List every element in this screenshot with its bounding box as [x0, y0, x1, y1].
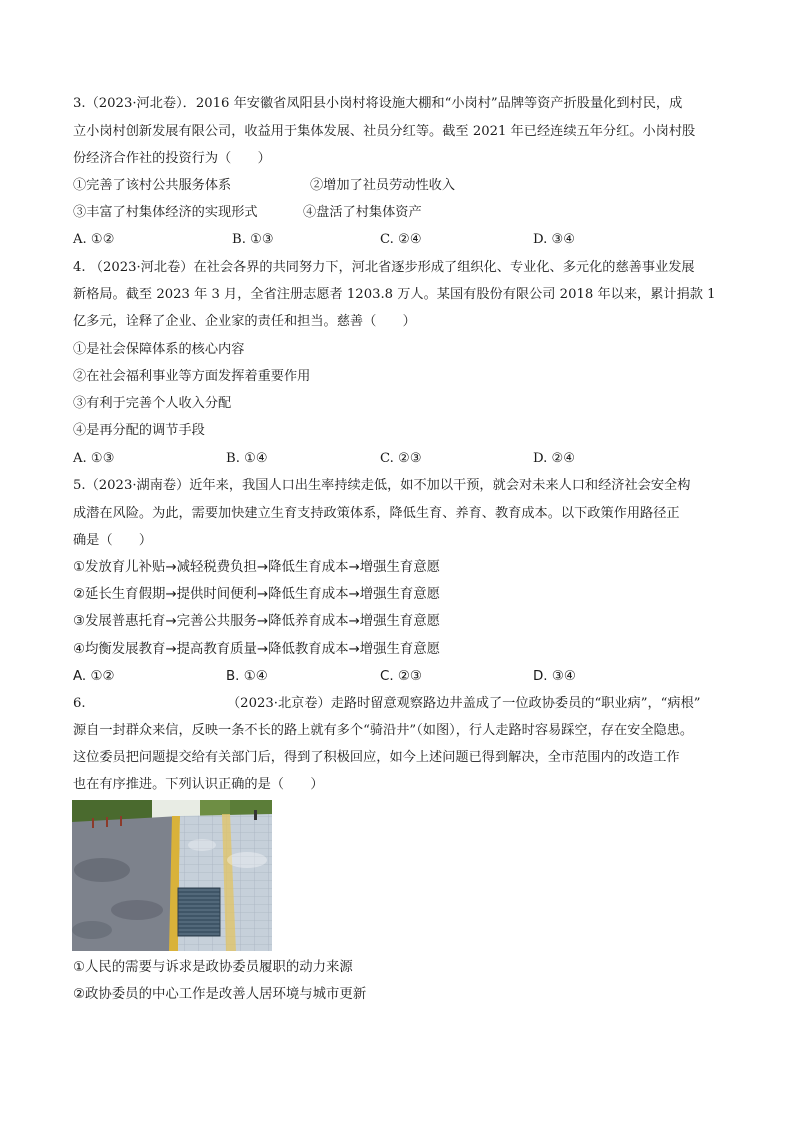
q4-statement-4: ④是再分配的调节手段	[73, 423, 205, 438]
q6-number: 6.	[73, 696, 86, 711]
q5-stem-line-1: 5.（2023·湖南卷）近年来，我国人口出生率持续走低，如不加以干预，就会对未来人口和经济社会安全构	[73, 478, 691, 493]
q3-choice-a[interactable]: A. ①②	[73, 232, 115, 247]
sunlight-patch-2	[188, 839, 216, 851]
q6-statement-2: ②政协委员的中心工作是改善人居环境与城市更新	[73, 987, 367, 1002]
sunlight-patch-1	[227, 852, 267, 868]
q6-statement-1: ①人民的需要与诉求是政协委员履职的动力来源	[73, 960, 353, 975]
q6-stem-line-4: 也在有序推进。下列认识正确的是（ ）	[73, 777, 324, 792]
q3-stem-line-1: 3.（2023·河北卷）．2016 年安徽省凤阳县小岗村将设施大棚和“小岗村”品牌等资产折股量化到村民，成	[73, 96, 683, 111]
q5-stem-line-3: 确是（ ）	[73, 533, 153, 548]
q4-choice-d[interactable]: D. ②④	[533, 451, 576, 466]
manhole-cover	[178, 888, 220, 936]
tree-shadow-1	[74, 858, 130, 882]
q3-statement-2: ②增加了社员劳动性收入	[310, 178, 456, 193]
q6-stem-line-2: 源自一封群众来信，反映一条不长的路上就有多个“骑沿井”（如图），行人走路时容易踩空，存在安全隐患。	[73, 723, 694, 738]
q4-stem-line-1: 4. （2023·河北卷）在社会各界的共同努力下，河北省逐步形成了组织化、专业化、多元化的慈善事业发展	[73, 260, 695, 275]
q5-choice-d[interactable]: D. ③④	[533, 669, 576, 684]
q4-choice-c[interactable]: C. ②③	[380, 451, 422, 466]
q3-choice-b[interactable]: B. ①③	[232, 232, 274, 247]
q6-stem-line-3: 这位委员把问题提交给有关部门后，得到了积极回应，如今上述问题已得到解决，全市范围内的改造工作	[73, 750, 680, 765]
q5-statement-1: ①发放育儿补贴→减轻税费负担→降低生育成本→增强生育意愿	[73, 560, 441, 575]
q3-choice-d[interactable]: D. ③④	[533, 232, 576, 247]
distant-pedestrian	[254, 810, 257, 820]
q3-choice-c[interactable]: C. ②④	[380, 232, 422, 247]
q5-stem-line-2: 成潜在风险。为此，需要加快建立生育支持政策体系，降低生育、养育、教育成本。以下政策作用路径正	[73, 506, 680, 521]
q5-choice-a[interactable]: A. ①②	[73, 669, 115, 684]
q4-stem-line-2: 新格局。截至 2023 年 3 月，全省注册志愿者 1203.8 万人。某国有股份有限公司 2018 年以来，累计捐款 1	[73, 287, 716, 302]
q6-stem-line-1: （2023·北京卷）走路时留意观察路边井盖成了一位政协委员的“职业病”，“病根”	[227, 696, 701, 711]
bollard-1	[92, 818, 94, 828]
q4-statement-2: ②在社会福利事业等方面发挥着重要作用	[73, 369, 311, 384]
street-scene-illustration	[72, 800, 272, 951]
q4-statement-1: ①是社会保障体系的核心内容	[73, 342, 245, 357]
q4-statement-3: ③有利于完善个人收入分配	[73, 396, 232, 411]
q3-stem-line-2: 立小岗村创新发展有限公司，收益用于集体发展、社员分红等。截至 2021 年已经连续五年分红。小岗村股	[73, 124, 696, 139]
q5-choice-b[interactable]: B. ①④	[226, 669, 268, 684]
bollard-3	[120, 816, 122, 826]
q5-statement-3: ③发展普惠托育→完善公共服务→降低养育成本→增强生育意愿	[73, 614, 441, 629]
q3-statement-1: ①完善了该村公共服务体系	[73, 178, 232, 193]
street-manhole-photo	[72, 800, 272, 951]
q5-choice-c[interactable]: C. ②③	[380, 669, 422, 684]
q4-stem-line-3: 亿多元，诠释了企业、企业家的责任和担当。慈善（ ）	[73, 314, 416, 329]
q4-choice-a[interactable]: A. ①③	[73, 451, 115, 466]
bollard-2	[106, 817, 108, 827]
q3-statement-3: ③丰富了村集体经济的实现形式	[73, 205, 258, 220]
q3-statement-4: ④盘活了村集体资产	[303, 205, 422, 220]
q4-choice-b[interactable]: B. ①④	[226, 451, 268, 466]
tree-shadow-3	[72, 921, 112, 939]
q5-statement-2: ②延长生育假期→提供时间便利→降低生育成本→增强生育意愿	[73, 587, 441, 602]
q3-stem-line-3: 份经济合作社的投资行为（ ）	[73, 151, 271, 166]
tree-shadow-2	[111, 900, 163, 920]
q5-statement-4: ④均衡发展教育→提高教育质量→降低教育成本→增强生育意愿	[73, 642, 441, 657]
